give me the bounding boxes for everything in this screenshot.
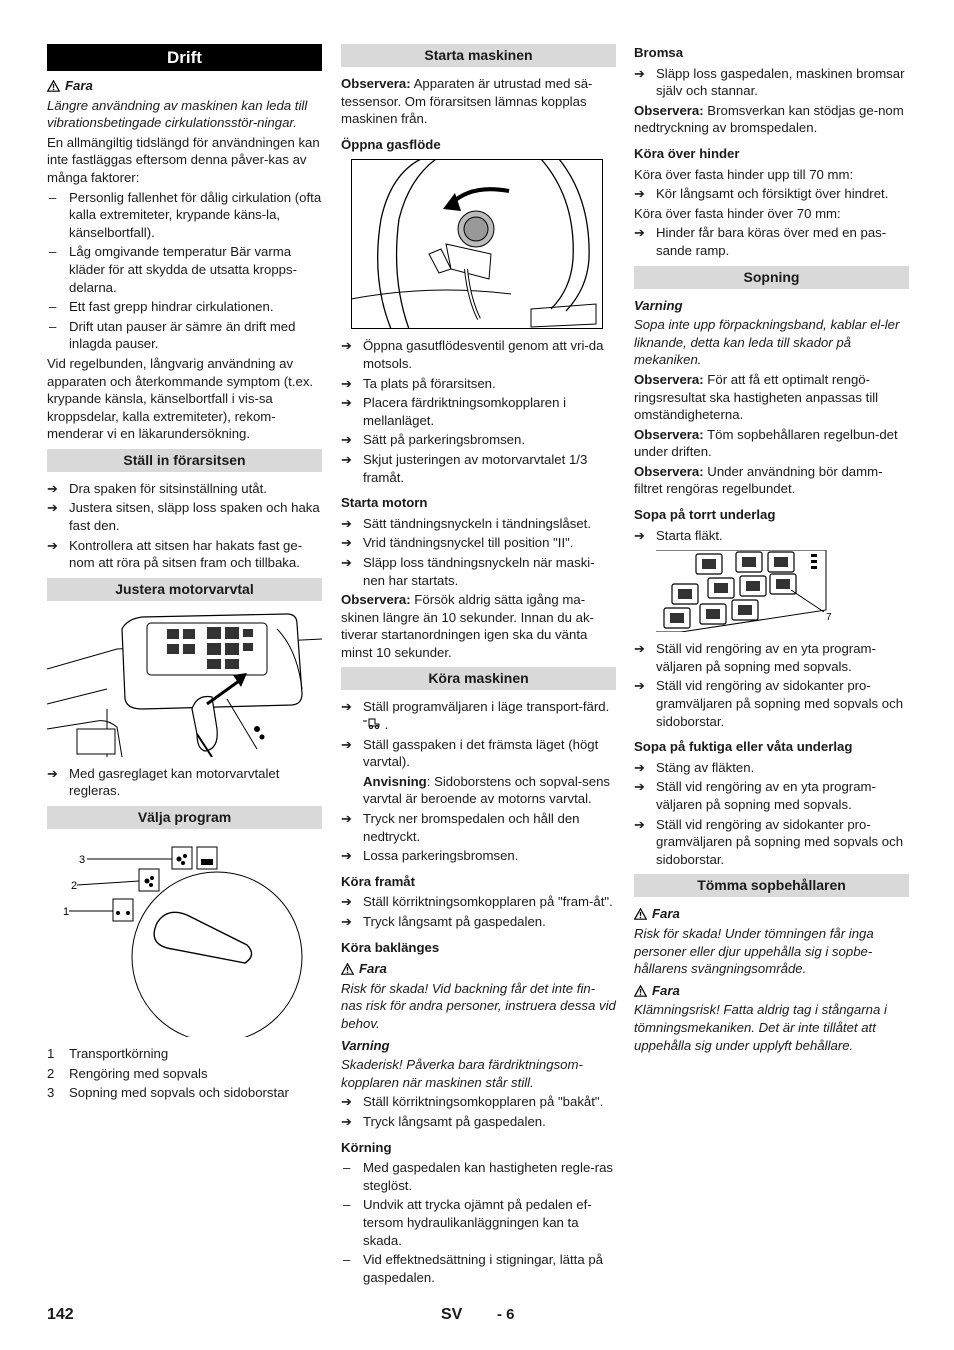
section-heading-start: Starta maskinen — [341, 44, 616, 67]
language-code: SV — [441, 1306, 463, 1323]
list-item: ➔ Öppna gasutflödesventil genom att vri-da motsols. — [341, 338, 604, 371]
start-note: Observera: Apparaten är utrustad med sä-tessensor. Om förarsitsen lämnas kopplas maskinen från. — [341, 76, 593, 127]
korning-list — [341, 1159, 616, 1286]
warning-triangle-icon — [634, 908, 647, 920]
subheading-dry: Sopa på torrt underlag — [634, 507, 776, 523]
reverse-danger-text: Risk för skada! Vid backning får det inte fin-nas risk för andra personer, instruera dessa vid behov. — [341, 980, 616, 1031]
arrow-right-icon: ➔ — [341, 1094, 353, 1110]
obstacle-over-text: Köra över fasta hinder över 70 mm: — [634, 205, 841, 221]
warning-triangle-icon — [634, 985, 647, 997]
list-item: ➔ Tryck långsamt på gaspedalen. — [341, 1113, 546, 1129]
callout-7: 7 — [826, 612, 832, 624]
list-item: ➔ Kontrollera att sitsen har hakats fast ge-nom att röra på sitsen fram och tillbaka. — [47, 537, 303, 571]
empty-danger-text-2: Klämningsrisk! Fatta aldrig tag i stångarna i tömningsmekaniken. Det är inte tillåtet att uppehålla sig under upplyft behållare. — [634, 1002, 887, 1053]
intro-text: En allmängiltig tidslängd för användningen kan inte fastläggas eftersom denna påver-kas av många faktorer: — [47, 134, 320, 185]
arrow-right-icon: ➔ — [634, 65, 646, 81]
arrow-right-icon: ➔ — [634, 678, 646, 694]
page-title: Drift — [47, 44, 322, 71]
list-item: ➔ Lossa parkeringsbromsen. — [341, 848, 519, 864]
obstacle-under-text: Köra över fasta hinder upp till 70 mm: — [634, 166, 854, 182]
arrow-right-icon: ➔ — [341, 848, 353, 864]
danger-heading: Fara — [47, 77, 322, 95]
motor-note: Observera: Försök aldrig sätta igång ma-skinen längre än 10 sekunder. Innan du ak-tiverar startanordningen igen ska du vänta minst 10 sekunder. — [341, 592, 594, 660]
list-item: ➔ Ställ vid rengöring av en yta program-väljaren på sopning med sopvals. — [634, 641, 876, 674]
list-item: ➔ Starta fläkt. — [634, 527, 723, 543]
list-item: – Med gaspedalen kan hastigheten regle-ras steglöst. — [343, 1160, 613, 1193]
subheading-korning: Körning — [341, 1139, 392, 1155]
section-page-number: - 6 — [497, 1306, 515, 1323]
throttle-figure — [47, 609, 322, 757]
arrow-right-icon: ➔ — [47, 480, 59, 496]
page-number: 142 — [47, 1306, 74, 1323]
section-heading-drive: Köra maskinen — [341, 667, 616, 690]
drive-steps-rest — [341, 810, 616, 865]
list-item: – Undvik att trycka ojämnt på pedalen ef-tersom hydraulikanläggningen kan ta skada. — [343, 1197, 592, 1248]
arrow-right-icon: ➔ — [341, 395, 353, 411]
arrow-right-icon: ➔ — [341, 515, 353, 531]
arrow-right-icon: ➔ — [341, 894, 353, 910]
arrow-right-icon: ➔ — [341, 736, 353, 752]
arrow-right-icon: ➔ — [47, 765, 59, 781]
arrow-right-icon: ➔ — [634, 759, 646, 775]
seat-steps — [47, 480, 322, 572]
sweep-note-3: Observera: Under användning bör damm-filtret rengöras regelbundet. — [634, 463, 883, 497]
program-selector-figure — [47, 837, 322, 1037]
arrow-right-icon: ➔ — [634, 641, 646, 657]
list-item: – Drift utan pauser är sämre än drift med inlagda pauser. — [49, 318, 296, 352]
arrow-right-icon: ➔ — [341, 535, 353, 551]
callout-2: 2 — [71, 880, 78, 893]
obstacle-under-steps — [634, 185, 909, 203]
varning-heading: Varning — [341, 1037, 390, 1053]
empty-danger-text-1: Risk för skada! Under tömningen får inga personer eller djur uppehålla sig i sopbe-hållarens svängningsområde. — [634, 925, 874, 977]
dry-steps — [634, 640, 909, 730]
rpm-steps — [47, 765, 322, 800]
list-item: ➔ Sätt på parkeringsbromsen. — [341, 432, 525, 448]
forward-steps — [341, 893, 616, 930]
arrow-right-icon: ➔ — [341, 554, 353, 570]
dry-step-1 — [634, 527, 909, 545]
list-item: – Låg omgivande temperatur Bär varma kläder för att skydda de utsatta kropps-delarna. — [49, 244, 297, 295]
list-item: ➔ Tryck ner bromspedalen och håll den nedtryckt. — [341, 811, 580, 844]
list-item: ➔ Ställ vid rengöring av sidokanter pro-gramväljaren på sopning med sopvals och sidoborstar. — [634, 678, 904, 729]
list-item: ➔ Kör långsamt och försiktigt över hindret. — [634, 186, 889, 202]
section-heading-seat: Ställ in förarsitsen — [47, 449, 322, 472]
list-item: – Personlig fallenhet för dålig cirkulation (ofta kalla extremiteter, krypande käns-la, känselbortfall). — [49, 189, 322, 240]
subheading-obstacle: Köra över hinder — [634, 145, 740, 161]
warning-triangle-icon — [341, 963, 354, 975]
list-item: – Vid effektnedsättning i stigningar, lätta på gaspedalen. — [343, 1252, 603, 1285]
arrow-right-icon: ➔ — [634, 527, 646, 543]
sweep-note-1: Observera: För att få ett optimalt rengö-ringsresultat ska hastigheten anpassas till omständigheterna. — [634, 371, 879, 423]
section-heading-sweep: Sopning — [634, 266, 909, 289]
list-item: ➔ Ställ körriktningsomkopplaren på "bakåt". — [341, 1094, 604, 1110]
arrow-right-icon: ➔ — [341, 811, 353, 827]
brake-steps — [634, 65, 909, 100]
list-item: 1 Transportkörning — [47, 1046, 169, 1062]
program-legend — [47, 1045, 322, 1102]
regular-use-text: Vid regelbunden, långvarig användning av apparaten och återkommande symptom (t.ex. krypande känsla, känselbortfall i vis-sa kroppsdelar, kalla extremiteter), rekom-menderar vi en läkarundersökning. — [47, 355, 314, 442]
list-item: – Ett fast grepp hindrar cirkulationen. — [49, 299, 274, 315]
sweep-note-2: Observera: Töm sopbehållaren regelbun-det under driften. — [634, 426, 898, 460]
factor-list — [47, 189, 322, 353]
brake-note: Observera: Bromsverkan kan stödjas ge-nom nedtryckning av bromspedalen. — [634, 102, 904, 136]
list-item: ➔ Skjut justeringen av motorvarvtalet 1/3 framåt. — [341, 451, 588, 485]
reverse-varning-text: Skaderisk! Påverka bara färdriktningsom-kopplaren när maskinen står still. — [341, 1057, 583, 1090]
arrow-right-icon: ➔ — [341, 432, 353, 448]
column-2 — [341, 44, 616, 1288]
list-item: ➔ Dra spaken för sitsinställning utåt. — [47, 480, 267, 496]
arrow-right-icon: ➔ — [634, 225, 646, 241]
arrow-right-icon: ➔ — [341, 375, 353, 391]
arrow-right-icon: ➔ — [341, 914, 353, 929]
gas-valve-figure — [351, 159, 616, 329]
danger-text: Längre användning av maskinen kan leda till vibrationsbetingade cirkulationsstör-ningar. — [47, 97, 308, 131]
gas-steps — [341, 337, 616, 486]
wet-steps — [634, 759, 909, 869]
arrow-right-icon: ➔ — [47, 537, 59, 553]
subheading-motor: Starta motorn — [341, 495, 428, 511]
warning-triangle-icon — [47, 80, 60, 92]
subheading-wet: Sopa på fuktiga eller våta underlag — [634, 739, 853, 755]
motor-steps — [341, 515, 616, 589]
subheading-brake: Bromsa — [634, 45, 684, 60]
list-item: 3 Sopning med sopvals och sidoborstar — [47, 1085, 289, 1101]
section-heading-rpm: Justera motorvarvtal — [47, 578, 322, 601]
danger-heading: Fara — [341, 960, 616, 978]
arrow-right-icon: ➔ — [341, 699, 353, 715]
danger-heading: Fara — [634, 982, 909, 1000]
section-heading-program: Välja program — [47, 806, 322, 829]
list-item: ➔ Tryck långsamt på gaspedalen. — [341, 914, 546, 929]
list-item: ➔ Vrid tändningsnyckel till position "II". — [341, 535, 574, 551]
list-item: ➔ Stäng av fläkten. — [634, 759, 755, 775]
list-item: ➔ Med gasreglaget kan motorvarvtalet regleras. — [47, 765, 280, 799]
list-item: ➔ Ta plats på förarsitsen. — [341, 375, 496, 391]
list-item: 2 Rengöring med sopvals — [47, 1065, 208, 1081]
list-item: ➔ Ställ gasspaken i det främsta läget (högt varvtal). — [341, 736, 599, 770]
list-item: ➔ Släpp loss tändningsnyckeln när maski-nen har startats. — [341, 554, 595, 588]
reverse-steps — [341, 1093, 616, 1130]
list-item: ➔ Ställ vid rengöring av sidokanter pro-gramväljaren på sopning med sopvals och sidoborstar. — [634, 816, 904, 867]
arrow-right-icon: ➔ — [341, 338, 353, 354]
list-item: ➔ Släpp loss gaspedalen, maskinen bromsar själv och stannar. — [634, 65, 905, 99]
sweep-varning-text: Sopa inte upp förpackningsband, kablar el-ler liknande, detta kan leda till skador på mekaniken. — [634, 317, 900, 368]
arrow-right-icon: ➔ — [634, 779, 646, 795]
list-item: ➔ Ställ vid rengöring av en yta program-väljaren på sopning med sopvals. — [634, 779, 876, 812]
list-item: ➔ Justera sitsen, släpp loss spaken och haka fast den. — [47, 500, 320, 534]
drive-steps — [341, 698, 616, 770]
control-panel-figure — [656, 550, 909, 632]
callout-1: 1 — [63, 906, 70, 919]
obstacle-over-steps — [634, 224, 909, 259]
arrow-right-icon: ➔ — [47, 500, 59, 516]
column-3 — [634, 44, 909, 1056]
list-item: ➔ Placera färdriktningsomkopplaren i mellanläget. — [341, 395, 567, 428]
arrow-right-icon: ➔ — [341, 1113, 353, 1129]
varning-heading: Varning — [634, 297, 683, 313]
column-1 — [47, 44, 322, 1106]
list-item: ➔ Ställ programväljaren i läge transport-färd. . — [341, 699, 610, 733]
list-item: ➔ Ställ körriktningsomkopplaren på "fram-åt". — [341, 894, 613, 910]
arrow-right-icon: ➔ — [341, 451, 353, 467]
transport-mode-icon — [363, 718, 381, 729]
arrow-right-icon: ➔ — [634, 186, 646, 202]
subheading-reverse: Köra baklänges — [341, 939, 440, 955]
subheading-gas: Öppna gasflöde — [341, 136, 441, 152]
subheading-forward: Köra framåt — [341, 873, 416, 889]
danger-heading: Fara — [634, 905, 909, 923]
drive-anvisning: Anvisning: Sidoborstens och sopval-sens varvtal är beroende av motorns varvtal. — [363, 773, 611, 807]
list-item: ➔ Hinder får bara köras över med en pas-sande ramp. — [634, 225, 887, 258]
list-item: ➔ Sätt tändningsnyckeln i tändningslåset. — [341, 515, 591, 531]
section-heading-empty: Tömma sopbehållaren — [634, 874, 909, 897]
arrow-right-icon: ➔ — [634, 816, 646, 832]
callout-3: 3 — [79, 854, 86, 867]
